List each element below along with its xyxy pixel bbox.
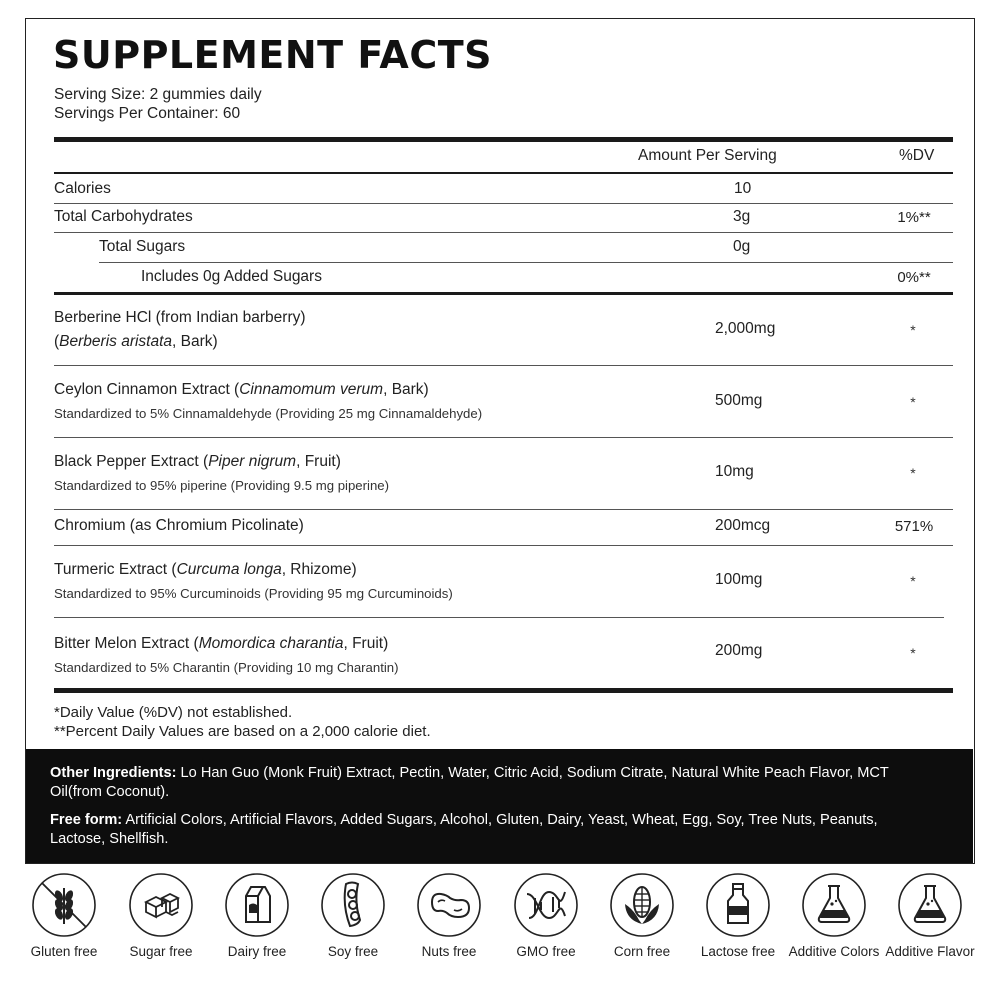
nutrient-amount: 0g — [733, 238, 751, 255]
ingredient-name: Turmeric Extract ( — [54, 561, 177, 578]
serving-size: Serving Size: 2 gummies daily — [54, 86, 262, 103]
ingredient-dv: * — [910, 573, 916, 589]
row-divider — [54, 617, 944, 618]
ingredient-amount: 500mg — [715, 392, 763, 409]
badge-soy-free — [303, 872, 403, 960]
row-divider — [99, 262, 953, 263]
corn-icon — [609, 872, 675, 938]
badge-label: Lactose free — [700, 944, 776, 959]
ingredient-latin-line: (Berberis aristata, Bark) — [54, 333, 218, 350]
divider — [54, 172, 953, 174]
badge-nuts-free — [399, 872, 499, 960]
ingredient-dv: 571% — [894, 518, 934, 535]
badge-label: Dairy free — [227, 944, 287, 959]
ingredient-name: Black Pepper Extract ( — [54, 453, 209, 470]
badge-additive-colors — [784, 872, 884, 960]
ingredient-note: Standardized to 5% Cinnamaldehyde (Providing 25 mg Cinnamaldehyde) — [54, 406, 483, 421]
flask-icon — [897, 872, 963, 938]
ingredient-dv: * — [910, 394, 916, 410]
ingredient-name: Chromium (as Chromium Picolinate) — [54, 517, 304, 534]
row-divider — [54, 437, 953, 438]
badge-gmo-free — [496, 872, 596, 960]
thick-divider — [54, 292, 953, 295]
other-ingredients-label: Other Ingredients: — [50, 765, 177, 781]
ingredient-part: , Fruit) — [343, 635, 389, 652]
other-ingredients — [50, 764, 933, 802]
ingredient-part: , Bark) — [383, 381, 429, 398]
row-divider — [54, 545, 953, 546]
ingredient-part: , Fruit) — [296, 453, 341, 470]
ingredient-note: Standardized to 5% Charantin (Providing 10 mg Charantin) — [54, 660, 399, 675]
badge-sugar-free — [111, 872, 211, 960]
footnote-calorie-diet: **Percent Daily Values are based on a 2,000 calorie diet. — [54, 723, 431, 740]
thick-divider — [54, 688, 953, 693]
ingredient-name-line — [54, 561, 357, 579]
wheat-icon — [31, 872, 97, 938]
badge-label: Sugar free — [129, 944, 193, 959]
nutrient-label: Includes 0g Added Sugars — [141, 268, 322, 285]
badge-gluten-free — [14, 872, 114, 960]
milk-carton-icon — [224, 872, 290, 938]
badge-label: Additive Colors — [788, 944, 880, 959]
panel-title: SUPPLEMENT FACTS — [53, 33, 493, 77]
row-divider — [54, 365, 953, 366]
ingredient-dv: * — [910, 465, 916, 481]
ingredient-name-line — [54, 635, 388, 653]
thick-divider — [54, 137, 953, 142]
row-divider — [54, 232, 953, 233]
nutrient-dv: 0%** — [897, 269, 931, 286]
ingredient-name: Bitter Melon Extract ( — [54, 635, 199, 652]
free-form — [50, 811, 933, 849]
badge-label: Soy free — [327, 944, 379, 959]
badge-lactose-free — [688, 872, 788, 960]
sugar-cubes-icon — [128, 872, 194, 938]
ingredient-amount: 200mg — [715, 642, 763, 659]
ingredient-amount: 100mg — [715, 571, 763, 588]
free-form-text: Artificial Colors, Artificial Flavors, Added Sugars, Alcohol, Gluten, Dairy, Yeast, Wheat, Egg, Soy, Tree Nuts, Peanuts, Lactose, Shellfish. — [50, 812, 878, 847]
nutrient-amount: 3g — [733, 208, 751, 225]
badge-label: Nuts free — [421, 944, 477, 959]
flask-icon — [801, 872, 867, 938]
dna-icon — [513, 872, 579, 938]
ingredient-note: Standardized to 95% Curcuminoids (Providing 95 mg Curcuminoids) — [54, 586, 453, 601]
ingredient-dv: * — [910, 322, 916, 338]
badge-dairy-free — [207, 872, 307, 960]
soy-pod-icon — [320, 872, 386, 938]
nutrient-dv: 1%** — [897, 209, 931, 226]
ingredient-amount: 2,000mg — [715, 320, 776, 337]
ingredient-name-line — [54, 453, 341, 471]
row-divider — [54, 509, 953, 510]
badge-label: Additive Flavor — [885, 944, 975, 959]
servings-per-container: Servings Per Container: 60 — [54, 105, 241, 122]
ingredient-part: , Bark) — [172, 333, 218, 350]
nutrient-amount: 10 — [734, 180, 752, 197]
other-ingredients-box — [26, 749, 973, 863]
nutrient-label: Total Carbohydrates — [54, 208, 193, 225]
column-header-dv: %DV — [899, 147, 935, 164]
ingredient-name-line — [54, 381, 429, 399]
nutrient-label: Total Sugars — [99, 238, 186, 255]
ingredient-dv: * — [910, 645, 916, 661]
row-divider — [54, 203, 953, 204]
column-header-amount: Amount Per Serving — [638, 147, 777, 164]
ingredient-name: Ceylon Cinnamon Extract ( — [54, 381, 240, 398]
other-ingredients-text: Lo Han Guo (Monk Fruit) Extract, Pectin, Water, Citric Acid, Sodium Citrate, Natural White Peach Flavor, MCT Oil(from Coconut). — [50, 765, 889, 800]
ingredient-note: Standardized to 95% piperine (Providing 9.5 mg piperine) — [54, 478, 390, 493]
ingredient-latin: Cinnamomum verum — [239, 381, 384, 398]
ingredient-latin: Berberis aristata — [59, 333, 173, 350]
free-form-label: Free form: — [50, 812, 123, 828]
free-from-badges — [14, 872, 994, 992]
badge-label: Corn free — [613, 944, 671, 959]
footnote-dv-not-established: *Daily Value (%DV) not established. — [54, 704, 293, 721]
ingredient-part: , Rhizome) — [281, 561, 357, 578]
peanut-icon — [416, 872, 482, 938]
ingredient-amount: 200mcg — [715, 517, 771, 534]
supplement-facts-panel — [25, 18, 975, 864]
ingredient-latin: Piper nigrum — [208, 453, 297, 470]
ingredient-amount: 10mg — [715, 463, 754, 480]
badge-label: GMO free — [516, 944, 576, 959]
ingredient-latin: Momordica charantia — [198, 635, 344, 652]
ingredient-latin: Curcuma longa — [176, 561, 282, 578]
milk-bottle-icon — [705, 872, 771, 938]
badge-corn-free — [592, 872, 692, 960]
badge-additive-flavor — [880, 872, 980, 960]
nutrient-label: Calories — [54, 180, 111, 197]
badge-label: Gluten free — [30, 944, 98, 959]
ingredient-name: Berberine HCl (from Indian barberry) — [54, 309, 306, 326]
